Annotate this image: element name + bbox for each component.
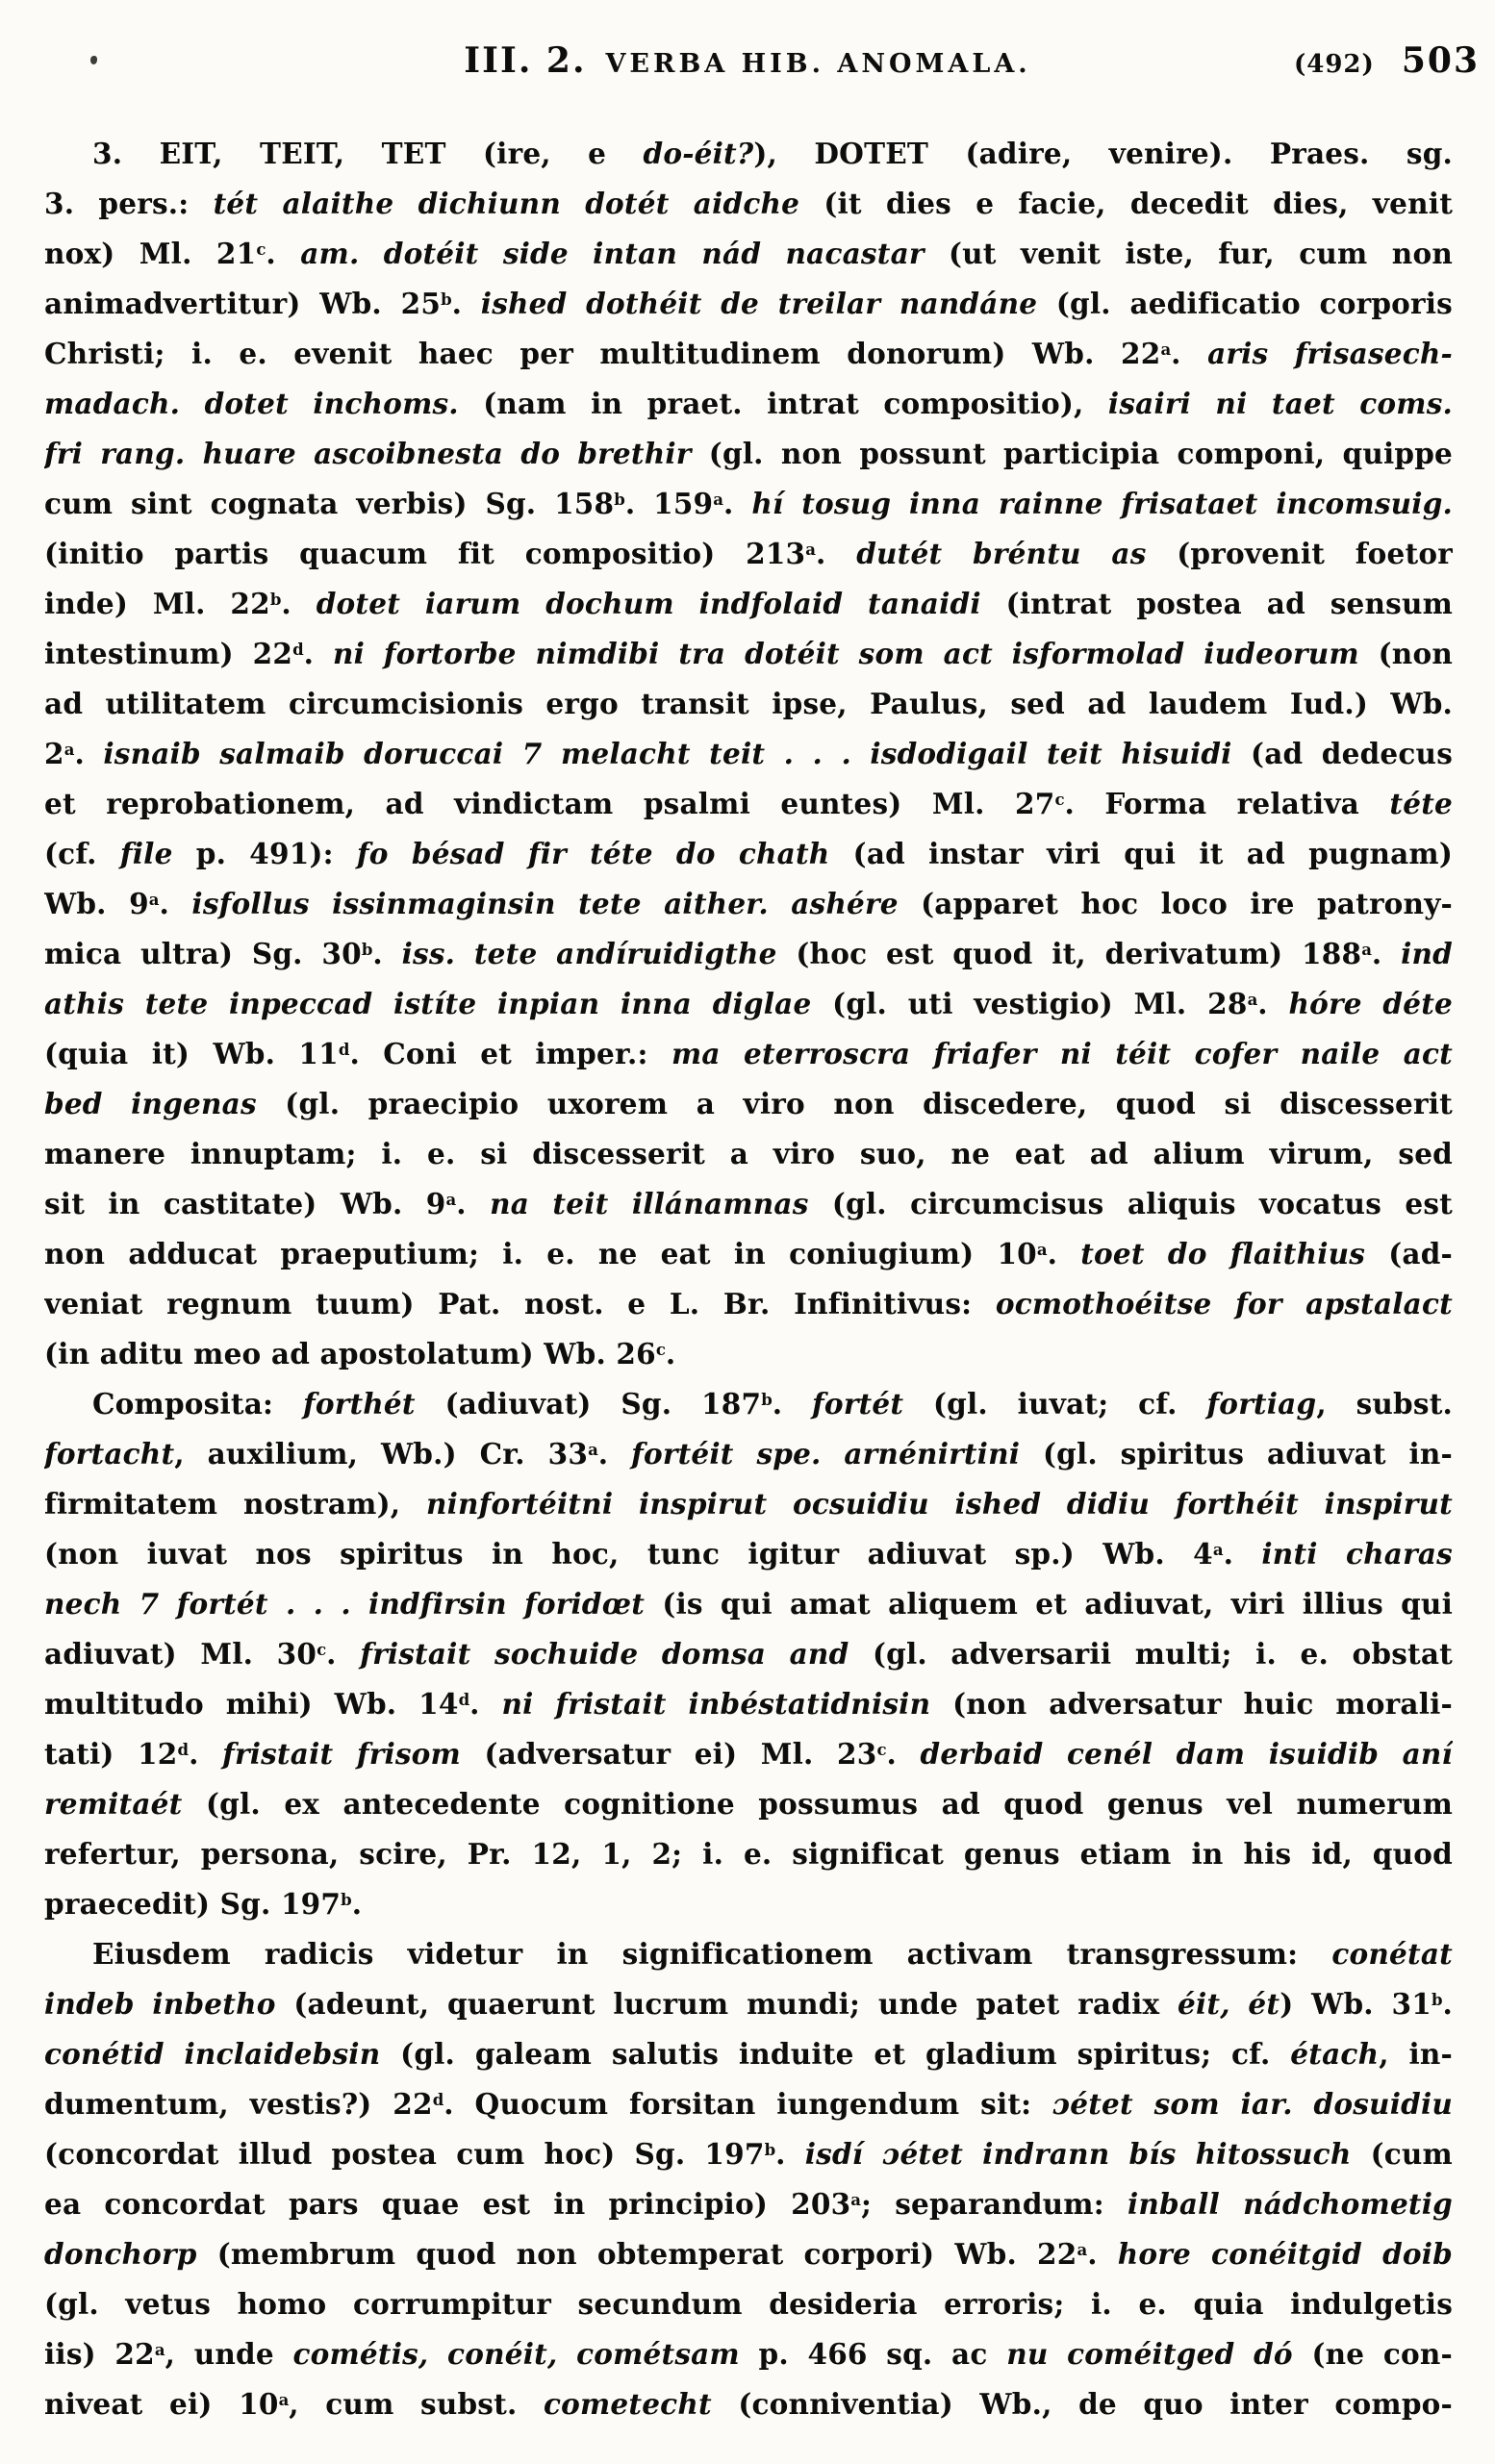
irish-text-segment: inball nádchometig <box>1127 2187 1453 2221</box>
latin-text-segment: . <box>326 1637 361 1671</box>
latin-text-segment: ; separandum: <box>861 2187 1128 2221</box>
text-line <box>44 2079 1453 2129</box>
text-line <box>44 1679 1453 1729</box>
latin-text-segment: (ne con- <box>1311 2337 1453 2371</box>
text-line <box>44 479 1453 529</box>
superscript-ref: d <box>432 2089 444 2109</box>
text-line <box>44 1979 1453 2029</box>
latin-text-segment: . <box>281 587 317 620</box>
text-line <box>44 1279 1453 1329</box>
latin-text-segment: . <box>456 1187 491 1220</box>
irish-text-segment: remitaét <box>44 1787 206 1821</box>
latin-text-segment: ea concordat pars quae est in principio) 203 <box>44 2187 851 2221</box>
irish-text-segment: isdí ɔétet indrann bís hitossuch <box>804 2137 1371 2171</box>
latin-text-segment: . <box>665 1337 676 1370</box>
text-line <box>44 679 1453 729</box>
superscript-ref: a <box>850 2189 861 2209</box>
latin-text-segment: sit in castitate) Wb. 9 <box>44 1187 446 1220</box>
latin-text-segment: . <box>1171 337 1208 370</box>
latin-text-segment: . Forma relativa <box>1064 787 1390 820</box>
text-line <box>44 2279 1453 2329</box>
irish-text-segment: dutét bréntu as <box>856 537 1178 570</box>
latin-text-segment: (initio partis quacum fit compositio) 213 <box>44 537 806 570</box>
latin-text-segment: veniat regnum tuum) Pat. nost. e L. Br. Infinitivus: <box>44 1287 996 1320</box>
irish-text-segment: fo bésad fir téte do chath <box>356 837 853 870</box>
superscript-ref: a <box>1077 2239 1088 2259</box>
latin-text-segment: refertur, persona, scire, Pr. 12, 1, 2; i. e. significat genus etiam in his id, quod <box>44 1837 1453 1871</box>
irish-text-segment: athis tete inpeccad istíte inpian inna diglae <box>44 987 833 1020</box>
irish-text-segment: toet do flaithius <box>1080 1237 1389 1270</box>
text-line <box>44 2179 1453 2229</box>
latin-text-segment: . <box>772 1387 813 1421</box>
latin-text-segment: (cum <box>1370 2137 1453 2171</box>
irish-text-segment: dotet iarum dochum indfolaid tanaidi <box>316 587 1006 620</box>
irish-text-segment: file <box>119 837 196 870</box>
irish-text-segment: conétat <box>1331 1937 1453 1971</box>
latin-text-segment: (non iuvat nos spiritus in hoc, tunc igitur adiuvat sp.) Wb. 4 <box>44 1537 1213 1571</box>
irish-text-segment: bed ingenas <box>44 1087 286 1120</box>
latin-text-segment: manere innuptam; i. e. si discesserit a viro suo, ne eat ad alium virum, sed <box>44 1137 1453 1170</box>
text-line <box>44 1179 1453 1229</box>
latin-text-segment: . <box>1223 1537 1262 1571</box>
text-line <box>44 1729 1453 1779</box>
latin-text-segment: (it dies e facie, decedit dies, venit <box>824 187 1453 220</box>
latin-text-segment: mica ultra) Sg. 30 <box>44 937 362 970</box>
latin-text-segment: (adiuvat) Sg. 187 <box>444 1387 762 1421</box>
latin-text-segment: (conniventia) Wb., de quo inter compo- <box>738 2387 1453 2421</box>
superscript-ref: a <box>445 1189 457 1209</box>
superscript-ref: a <box>154 2339 165 2359</box>
latin-text-segment: (gl. iuvat; cf. <box>933 1387 1207 1421</box>
latin-text-segment: . <box>372 937 402 970</box>
latin-text-segment: et reprobationem, ad vindictam psalmi euntes) Ml. 27 <box>44 787 1055 820</box>
irish-text-segment: nu coméitged dó <box>1006 2337 1312 2371</box>
irish-text-segment: fortacht <box>44 1437 175 1471</box>
latin-text-segment: (in aditu meo ad apostolatum) Wb. 26 <box>44 1337 656 1370</box>
irish-text-segment: ma eterroscra friafer ni téit cofer naile act <box>671 1037 1453 1070</box>
irish-text-segment: fortiag <box>1206 1387 1317 1421</box>
latin-text-segment: 3. EIT, TEIT, TET (ire, e <box>92 137 644 170</box>
irish-text-segment: nech 7 fortét . . . indfirsin foridœt <box>44 1587 663 1621</box>
latin-text-segment: adiuvat) Ml. 30 <box>44 1637 317 1671</box>
superscript-ref: c <box>655 1339 666 1359</box>
latin-text-segment: . <box>1442 1987 1453 2021</box>
text-line <box>44 2379 1453 2429</box>
irish-text-segment: ocmothoéitse for apstalact <box>995 1287 1453 1320</box>
irish-text-segment: hí tosug inna rainne frisataet incomsuig. <box>751 487 1453 520</box>
latin-text-segment: Composita: <box>92 1387 303 1421</box>
latin-text-segment: (gl. non possunt participia componi, quippe <box>708 437 1453 470</box>
irish-text-segment: isfollus issinmaginsin tete aither. ashére <box>191 887 922 920</box>
irish-text-segment: na teit illánamnas <box>490 1187 832 1220</box>
text-line <box>44 1779 1453 1829</box>
latin-text-segment: (concordat illud postea cum hoc) Sg. 197 <box>44 2137 765 2171</box>
text-line <box>44 879 1453 929</box>
latin-text-segment: (ad- <box>1388 1237 1453 1270</box>
irish-text-segment: do-éit? <box>643 137 754 170</box>
latin-text-segment: (gl. circumcisus aliquis vocatus est <box>831 1187 1453 1220</box>
latin-text-segment: ) Wb. 31 <box>1280 1987 1432 2021</box>
text-block <box>44 129 1453 2429</box>
superscript-ref: a <box>805 539 816 559</box>
latin-text-segment: Christi; i. e. evenit haec per multitudinem donorum) Wb. 22 <box>44 337 1161 370</box>
superscript-ref: a <box>713 489 723 509</box>
superscript-ref: a <box>1247 989 1258 1009</box>
irish-text-segment: cométis, conéit, cométsam <box>292 2337 759 2371</box>
text-line <box>44 929 1453 979</box>
latin-text-segment: cum sint cognata verbis) Sg. 158 <box>44 487 615 520</box>
latin-text-segment: . <box>74 737 104 770</box>
latin-text-segment: (hoc est quod it, derivatum) 188 <box>796 937 1362 970</box>
text-line <box>44 779 1453 829</box>
latin-text-segment: nox) Ml. 21 <box>44 237 257 270</box>
latin-text-segment: (gl. vetus homo corrumpitur secundum desideria erroris; i. e. quia indulgetis <box>44 2287 1453 2321</box>
irish-text-segment: ɔétet som iar. dosuidiu <box>1052 2087 1453 2121</box>
superscript-ref: b <box>361 939 373 959</box>
latin-text-segment: (provenit foetor <box>1177 537 1453 570</box>
text-line <box>44 1579 1453 1629</box>
text-line <box>44 1479 1453 1529</box>
latin-text-segment: (ad dedecus <box>1251 737 1453 770</box>
text-line <box>44 229 1453 279</box>
latin-text-segment: Eiusdem radicis videtur in significationem activam transgressum: <box>92 1937 1332 1971</box>
irish-text-segment: fristait sochuide domsa and <box>360 1637 873 1671</box>
text-line <box>44 429 1453 479</box>
latin-text-segment: (ad instar viri qui it ad pugnam) <box>852 837 1453 870</box>
superscript-ref: d <box>292 639 304 659</box>
irish-text-segment: ninfortéitni inspirut ocsuidiu ished didiu forthéit inspirut <box>425 1487 1453 1521</box>
page-numbers <box>1294 40 1480 81</box>
text-line <box>44 529 1453 579</box>
latin-text-segment: dumentum, vestis?) 22 <box>44 2087 433 2121</box>
latin-text-segment: (gl. aedificatio corporis <box>1055 287 1453 320</box>
latin-text-segment: (quia it) Wb. 11 <box>44 1037 339 1070</box>
latin-text-segment: , unde <box>165 2337 293 2371</box>
text-line <box>44 1879 1453 1929</box>
text-line <box>44 129 1453 179</box>
latin-text-segment: , subst. <box>1316 1387 1453 1421</box>
irish-text-segment: cometecht <box>543 2387 739 2421</box>
irish-text-segment: ni fortorbe nimdibi tra dotéit som act isformolad iudeorum <box>332 637 1379 670</box>
latin-text-segment: multitudo mihi) Wb. 14 <box>44 1687 459 1721</box>
text-line <box>44 1629 1453 1679</box>
latin-text-segment: , cum subst. <box>289 2387 544 2421</box>
irish-text-segment: madach. dotet inchoms. <box>44 387 484 420</box>
page-header <box>0 40 1495 94</box>
latin-text-segment: intestinum) 22 <box>44 637 293 670</box>
irish-text-segment: indeb inbetho <box>44 1987 294 2021</box>
superscript-ref: c <box>256 239 266 259</box>
latin-text-segment: . <box>1047 1237 1081 1270</box>
text-line <box>44 579 1453 629</box>
latin-text-segment: niveat ei) 10 <box>44 2387 279 2421</box>
latin-text-segment: , auxilium, Wb.) Cr. 33 <box>174 1437 589 1471</box>
superscript-ref: d <box>458 1689 470 1709</box>
text-line <box>44 379 1453 429</box>
latin-text-segment: . <box>886 1737 921 1771</box>
latin-text-segment: (gl. galeam salutis induite et gladium spiritus; cf. <box>400 2037 1291 2071</box>
latin-text-segment: . <box>1257 987 1289 1020</box>
text-line <box>44 979 1453 1029</box>
page-number: 503 <box>1401 40 1480 81</box>
latin-text-segment: firmitatem nostram), <box>44 1487 426 1521</box>
text-line <box>44 1429 1453 1479</box>
latin-text-segment: (ut venit iste, fur, cum non <box>948 237 1453 270</box>
superscript-ref: b <box>764 2139 776 2159</box>
latin-text-segment: . <box>159 887 192 920</box>
latin-text-segment: tati) 12 <box>44 1737 178 1771</box>
latin-text-segment: (membrum quod non obtemperat corpori) Wb. 22 <box>216 2237 1077 2271</box>
text-line <box>44 2129 1453 2179</box>
section-number: III. 2. <box>464 40 587 81</box>
irish-text-segment: isairi ni taet coms. <box>1107 387 1453 420</box>
latin-text-segment: ), DOTET (adire, venire). Praes. sg. <box>753 137 1453 170</box>
text-line <box>44 279 1453 329</box>
latin-text-segment: . <box>303 637 333 670</box>
latin-text-segment: praecedit) Sg. 197 <box>44 1887 342 1921</box>
irish-text-segment: iss. tete andíruidigthe <box>401 937 797 970</box>
irish-text-segment: hóre déte <box>1288 987 1453 1020</box>
running-title: VERBA HIB. ANOMALA. <box>605 49 1031 79</box>
superscript-ref: b <box>269 589 282 609</box>
text-line <box>44 1529 1453 1579</box>
text-line <box>44 2029 1453 2079</box>
latin-text-segment: (gl. adversarii multi; i. e. obstat <box>872 1637 1453 1671</box>
irish-text-segment: aris frisasech- <box>1207 337 1453 370</box>
orig-edition-page-ref: (492) <box>1293 50 1375 79</box>
latin-text-segment: (gl. uti vestigio) Ml. 28 <box>832 987 1248 1020</box>
latin-text-segment: . <box>1087 2237 1118 2271</box>
latin-text-segment: Wb. 9 <box>44 887 149 920</box>
irish-text-segment: forthét <box>302 1387 445 1421</box>
irish-text-segment: éit, ét <box>1178 1987 1280 2021</box>
irish-text-segment: téte <box>1389 787 1453 820</box>
latin-text-segment: . Quocum forsitan iungendum sit: <box>443 2087 1053 2121</box>
irish-text-segment: fortéit spe. arnénirtini <box>631 1437 1043 1471</box>
text-line <box>44 329 1453 379</box>
irish-text-segment: derbaid cenél dam isuidib aní <box>920 1737 1453 1771</box>
latin-text-segment: (intrat postea ad sensum <box>1005 587 1453 620</box>
superscript-ref: d <box>338 1039 350 1059</box>
irish-text-segment: fortét <box>812 1387 933 1421</box>
superscript-ref: a <box>1212 1539 1224 1559</box>
latin-text-segment: 2 <box>44 737 64 770</box>
superscript-ref: a <box>1036 1239 1048 1259</box>
text-line <box>44 2329 1453 2379</box>
irish-text-segment: étach <box>1290 2037 1380 2071</box>
latin-text-segment: p. 466 sq. ac <box>758 2337 1007 2371</box>
latin-text-segment: (cf. <box>44 837 120 870</box>
text-line <box>44 1329 1453 1379</box>
text-line <box>44 1129 1453 1179</box>
text-line <box>44 629 1453 679</box>
latin-text-segment: . <box>775 2137 805 2171</box>
text-line <box>44 1929 1453 1979</box>
latin-text-segment: . <box>189 1737 223 1771</box>
superscript-ref: a <box>588 1439 598 1459</box>
superscript-ref: d <box>177 1739 190 1759</box>
latin-text-segment: 3. pers.: <box>44 187 214 220</box>
text-line <box>44 829 1453 879</box>
text-line <box>44 1829 1453 1879</box>
irish-text-segment: hore conéitgid doib <box>1117 2237 1453 2271</box>
latin-text-segment: (gl. praecipio uxorem a viro non discedere, quod si discesserit <box>285 1087 1453 1120</box>
text-line <box>44 1079 1453 1129</box>
superscript-ref: b <box>441 289 452 309</box>
superscript-ref: b <box>341 1889 352 1909</box>
latin-text-segment: iis) 22 <box>44 2337 155 2371</box>
latin-text-segment: . <box>351 1887 363 1921</box>
latin-text-segment: non adducat praeputium; i. e. ne eat in coniugium) 10 <box>44 1237 1037 1270</box>
superscript-ref: a <box>148 889 160 909</box>
latin-text-segment: (adversatur ei) Ml. 23 <box>484 1737 877 1771</box>
irish-text-segment: am. dotéit side intan nád nacastar <box>300 237 949 270</box>
latin-text-segment: (gl. spiritus adiuvat in- <box>1042 1437 1453 1471</box>
superscript-ref: a <box>63 739 75 759</box>
latin-text-segment: , in- <box>1379 2037 1453 2071</box>
running-head <box>464 40 1030 81</box>
latin-text-segment: . <box>815 537 857 570</box>
irish-text-segment: ind <box>1401 937 1453 970</box>
latin-text-segment: . <box>1371 937 1402 970</box>
irish-text-segment: fristait frisom <box>222 1737 485 1771</box>
superscript-ref: b <box>614 489 625 509</box>
text-line <box>44 729 1453 779</box>
text-line <box>44 1229 1453 1279</box>
latin-text-segment: (gl. ex antecedente cognitione possumus ad quod genus vel numerum <box>205 1787 1453 1821</box>
irish-text-segment: inti charas <box>1261 1537 1453 1571</box>
latin-text-segment: ad utilitatem circumcisionis ergo transit ipse, Paulus, sed ad laudem Iud.) Wb. <box>44 687 1453 720</box>
text-line <box>44 2229 1453 2279</box>
latin-text-segment: (non adversatur huic morali- <box>952 1687 1453 1721</box>
text-line <box>44 1379 1453 1429</box>
latin-text-segment: . 159 <box>624 487 714 520</box>
latin-text-segment: (nam in praet. intrat compositio), <box>483 387 1108 420</box>
latin-text-segment: . Coni et imper.: <box>349 1037 671 1070</box>
latin-text-segment: (non <box>1378 637 1453 670</box>
latin-text-segment: inde) Ml. 22 <box>44 587 270 620</box>
superscript-ref: a <box>1361 939 1372 959</box>
superscript-ref: c <box>317 1639 327 1659</box>
superscript-ref: b <box>761 1389 773 1409</box>
latin-text-segment: p. 491): <box>195 837 357 870</box>
superscript-ref: b <box>1431 1989 1443 2009</box>
irish-text-segment: conétid inclaidebsin <box>44 2037 401 2071</box>
superscript-ref: a <box>1160 339 1172 359</box>
latin-text-segment: animadvertitur) Wb. 25 <box>44 287 442 320</box>
text-line <box>44 179 1453 229</box>
irish-text-segment: ished dothéit de treilar nandáne <box>480 287 1056 320</box>
superscript-ref: a <box>278 2389 290 2409</box>
latin-text-segment: . <box>451 287 481 320</box>
latin-text-segment: . <box>469 1687 502 1721</box>
irish-text-segment: fri rang. huare ascoibnesta do brethir <box>44 437 709 470</box>
latin-text-segment: . <box>723 487 752 520</box>
latin-text-segment: (is qui amat aliquem et adiuvat, viri illius qui <box>662 1587 1453 1621</box>
superscript-ref: c <box>1054 789 1065 809</box>
irish-text-segment: isnaib salmaib doruccai 7 melacht teit . . . isdodigail teit hisuidi <box>103 737 1252 770</box>
irish-text-segment: ni fristait inbéstatidnisin <box>501 1687 953 1721</box>
irish-text-segment: donchorp <box>44 2237 217 2271</box>
irish-text-segment: tét alaithe dichiunn dotét aidche <box>213 187 824 220</box>
latin-text-segment: (adeunt, quaerunt lucrum mundi; unde patet radix <box>293 1987 1178 2021</box>
latin-text-segment: . <box>266 237 301 270</box>
latin-text-segment: (apparet hoc loco ire patrony- <box>921 887 1453 920</box>
text-line <box>44 1029 1453 1079</box>
latin-text-segment: . <box>597 1437 632 1471</box>
superscript-ref: c <box>876 1739 887 1759</box>
